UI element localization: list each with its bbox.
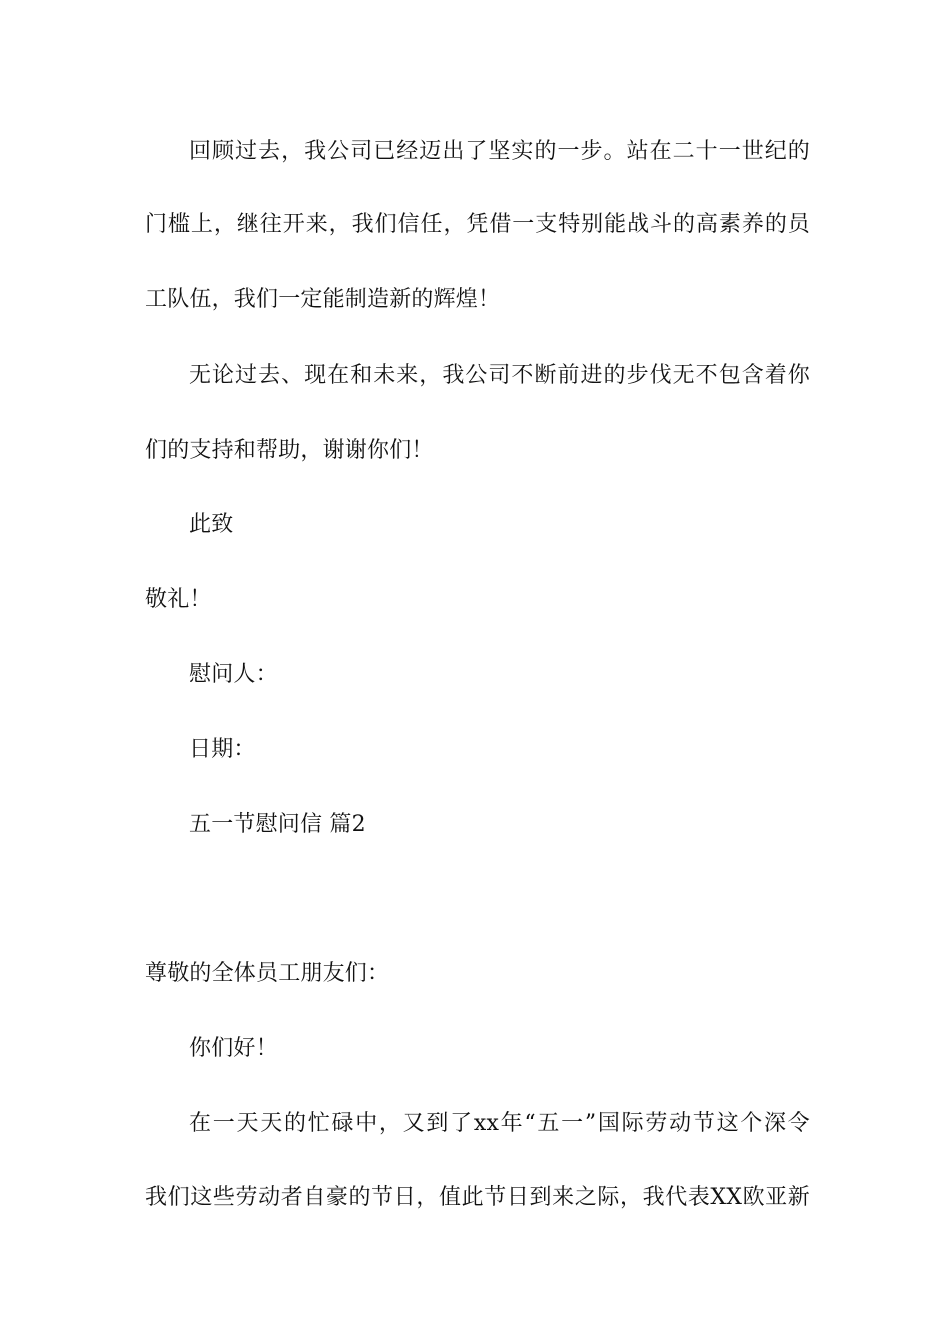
- paragraph-line: 我们这些劳动者自豪的节日，值此节日到来之际，我代表XX欧亚新: [145, 1185, 810, 1210]
- paragraph-line: 们的支持和帮助，谢谢你们！: [145, 438, 434, 463]
- paragraph-line: 门槛上，继往开来，我们信任，凭借一支特别能战斗的高素养的员: [145, 212, 810, 237]
- sender-label: 慰问人：: [189, 662, 278, 687]
- paragraph-line: 在一天天的忙碌中，又到了xx年“五一”国际劳动节这个深令: [189, 1111, 810, 1136]
- closing-salutation: 此致: [189, 512, 234, 537]
- greeting-hello: 你们好！: [189, 1036, 278, 1061]
- paragraph-line: 无论过去、现在和未来，我公司不断前进的步伐无不包含着你: [189, 363, 810, 388]
- date-label: 日期：: [189, 737, 256, 762]
- section-title: 五一节慰问信 篇2: [189, 812, 366, 837]
- greeting-recipients: 尊敬的全体员工朋友们：: [145, 961, 390, 986]
- paragraph-line: 工队伍，我们一定能制造新的辉煌！: [145, 287, 501, 312]
- paragraph-line: 回顾过去，我公司已经迈出了坚实的一步。站在二十一世纪的: [189, 139, 810, 164]
- closing-regards: 敬礼！: [145, 587, 212, 612]
